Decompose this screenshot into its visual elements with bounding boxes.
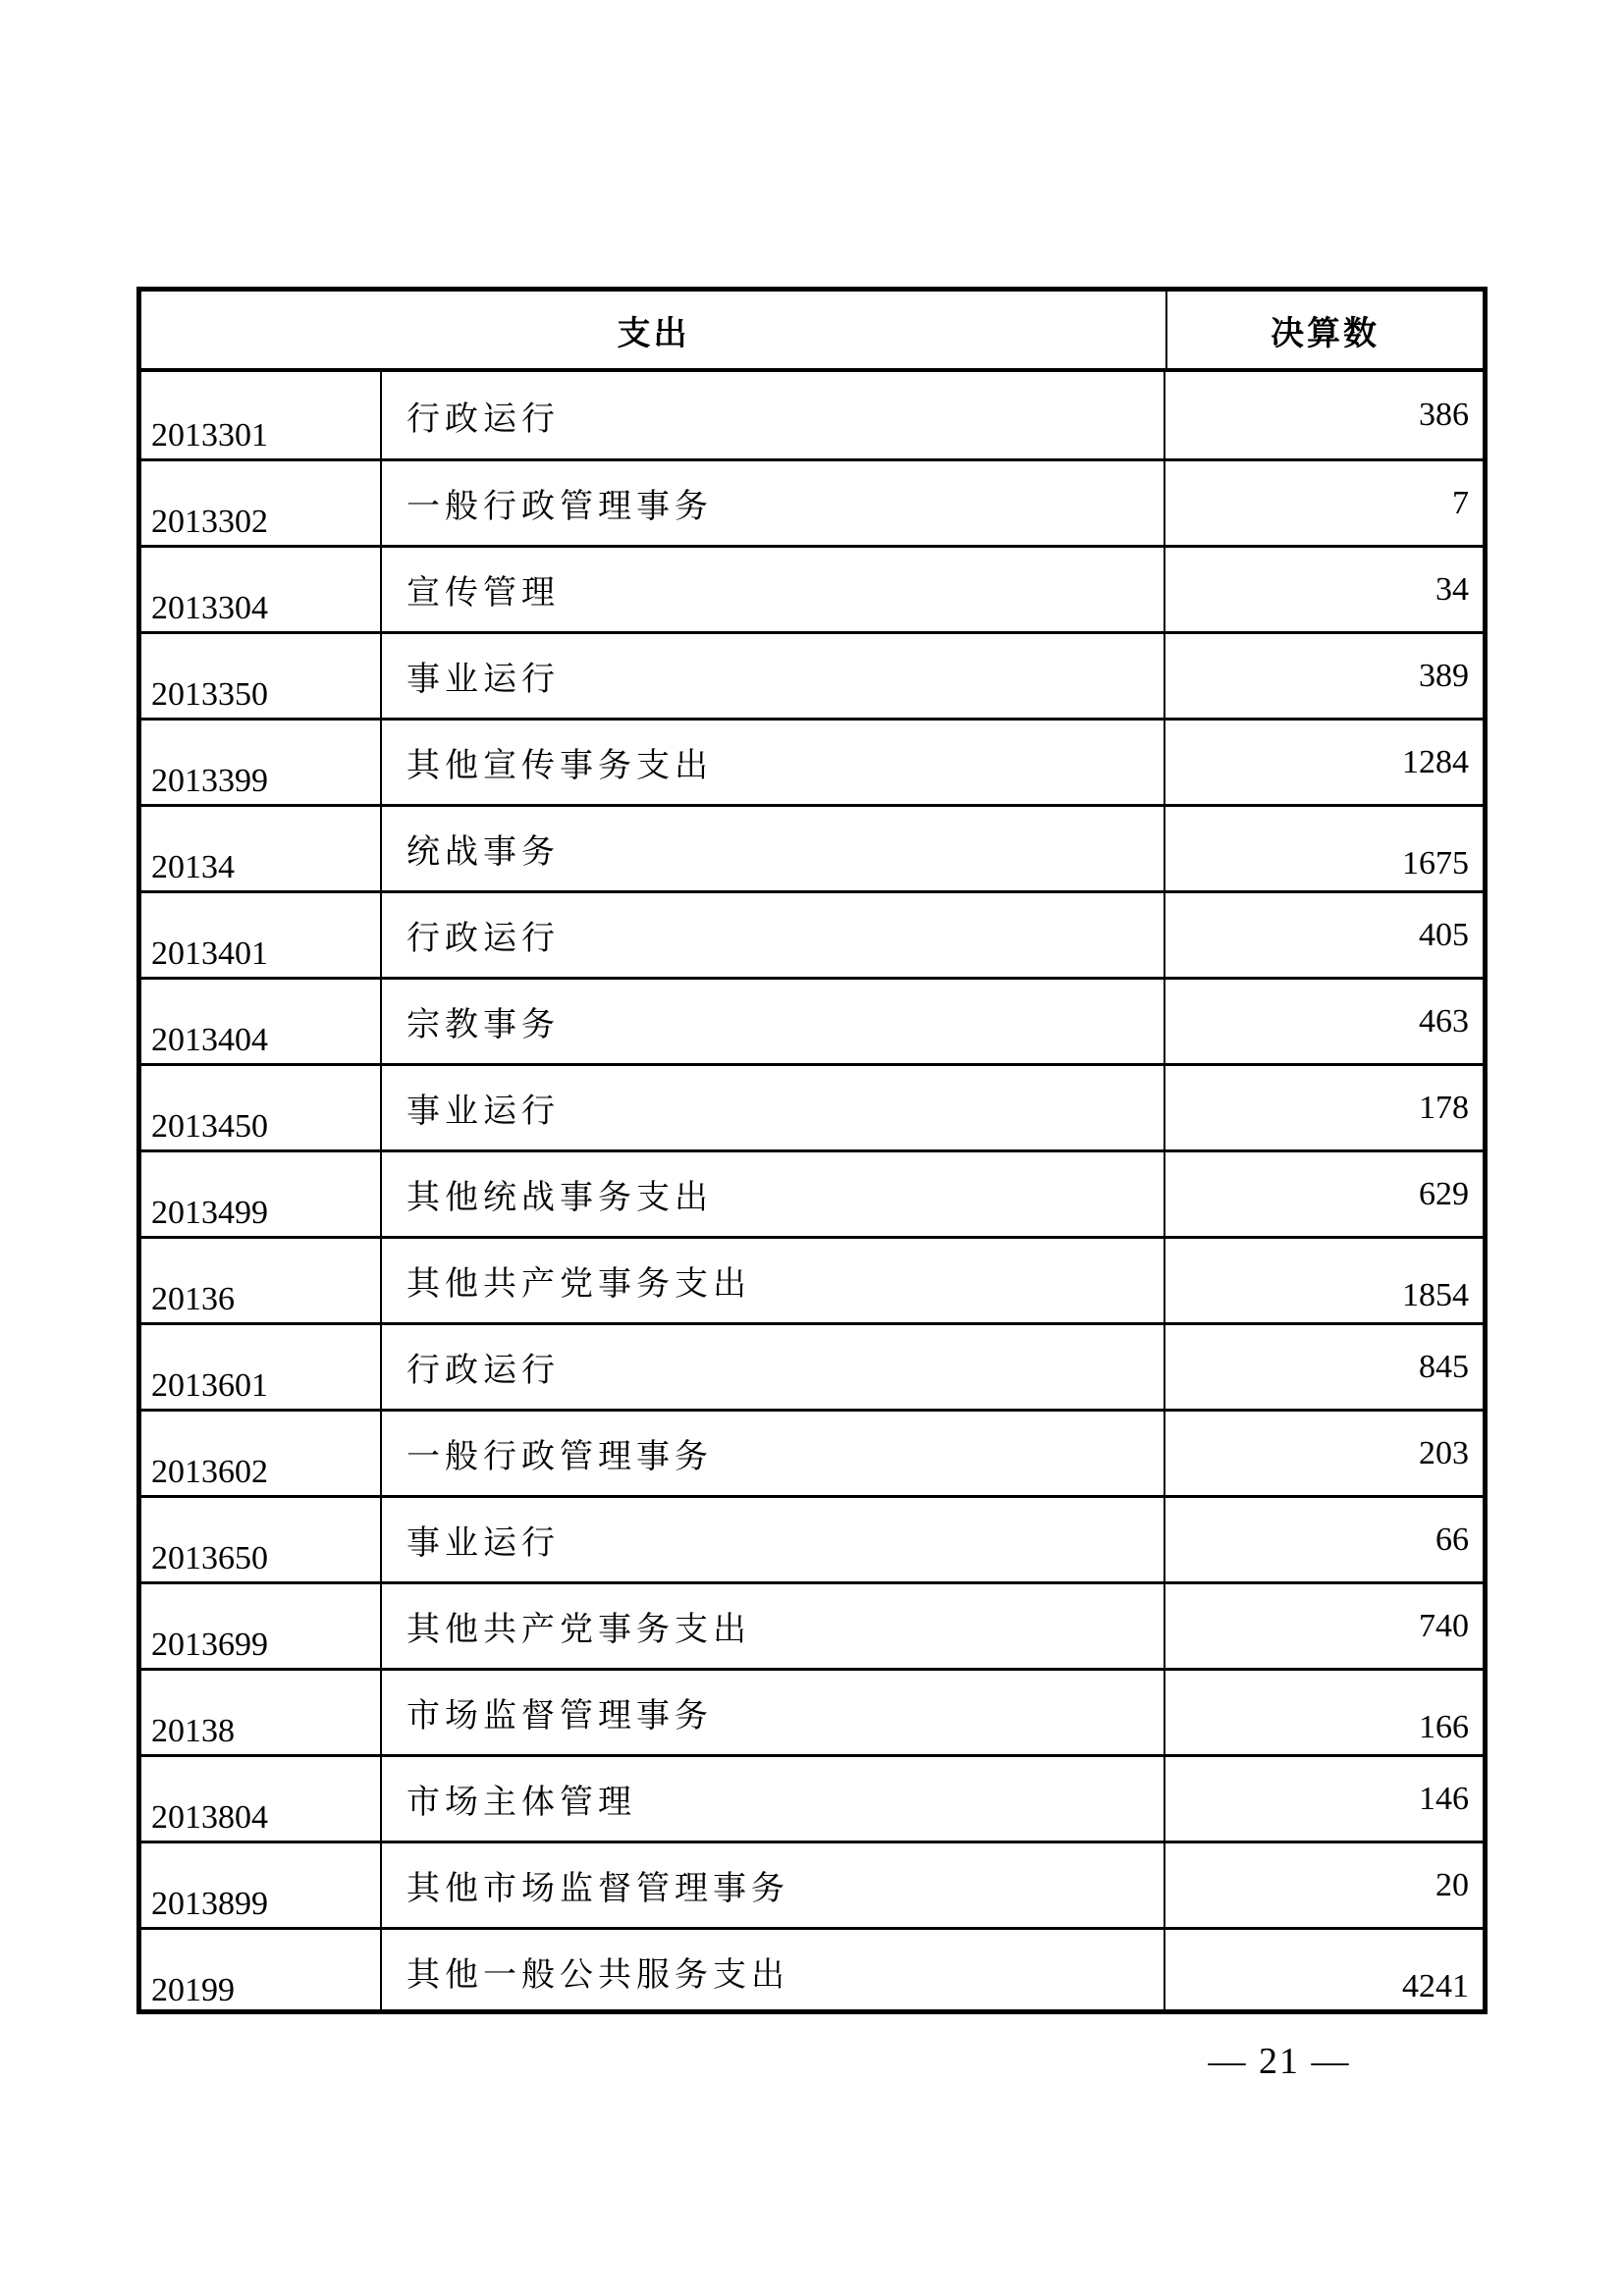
budget-code: 2013899 [151,1886,268,1922]
budget-item-name-cell: 事业运行 [380,634,1164,718]
budget-code-cell [141,1671,380,1754]
table-row [141,1581,1483,1668]
budget-code-cell [141,721,380,804]
budget-code-cell [141,1584,380,1668]
table-row [141,631,1483,718]
budget-item-name-cell: 宣传管理 [380,548,1164,631]
budget-item-name-cell: 行政运行 [380,893,1164,977]
final-amount-cell: 146 [1164,1757,1483,1841]
budget-code: 2013450 [151,1108,268,1145]
final-amount-cell: 203 [1164,1412,1483,1495]
table-body [141,372,1483,2013]
final-amount-cell: 166 [1164,1671,1483,1754]
budget-code: 2013650 [151,1540,268,1576]
budget-item-name-cell: 一般行政管理事务 [380,461,1164,545]
table-row [141,1409,1483,1495]
final-amount-cell: 178 [1164,1066,1483,1149]
budget-code: 2013350 [151,676,268,713]
budget-code: 2013699 [151,1627,268,1663]
final-amount-cell: 4241 [1164,1930,1483,2013]
budget-code-cell [141,1325,380,1409]
final-amount-cell: 1675 [1164,807,1483,890]
budget-code: 2013499 [151,1195,268,1231]
table-row [141,1495,1483,1581]
table-row [141,1236,1483,1322]
table-row [141,718,1483,804]
budget-item-name-cell: 其他统战事务支出 [380,1152,1164,1236]
final-amount-column-header: 决算数 [1165,292,1483,368]
budget-item-name-cell: 其他共产党事务支出 [380,1239,1164,1322]
budget-code-cell [141,1498,380,1581]
table-row [141,1149,1483,1236]
budget-code: 2013304 [151,590,268,626]
budget-item-name-cell: 一般行政管理事务 [380,1412,1164,1495]
budget-code-cell [141,893,380,977]
final-amount-cell: 740 [1164,1584,1483,1668]
budget-code-cell [141,372,380,458]
expenditure-table [136,287,1488,2014]
budget-code: 2013399 [151,763,268,799]
budget-item-name-cell: 市场主体管理 [380,1757,1164,1841]
budget-code-cell [141,1066,380,1149]
budget-code-cell [141,807,380,890]
final-amount-cell: 34 [1164,548,1483,631]
budget-code-cell [141,1757,380,1841]
budget-item-name-cell: 统战事务 [380,807,1164,890]
budget-code: 2013302 [151,504,268,540]
table-header-row [141,292,1483,372]
table-row [141,804,1483,890]
final-amount-cell: 66 [1164,1498,1483,1581]
budget-code-cell [141,1843,380,1927]
budget-code-cell [141,634,380,718]
table-row [141,1927,1483,2013]
budget-item-name-cell: 行政运行 [380,372,1164,458]
final-amount-cell: 405 [1164,893,1483,977]
budget-code: 2013601 [151,1367,268,1404]
budget-code: 2013404 [151,1022,268,1058]
final-amount-cell: 386 [1164,372,1483,458]
final-amount-cell: 1854 [1164,1239,1483,1322]
table-row [141,1668,1483,1754]
budget-code-cell [141,1930,380,2013]
budget-code: 20136 [151,1281,235,1317]
budget-code-cell [141,1412,380,1495]
table-row [141,1322,1483,1409]
budget-item-name-cell: 宗教事务 [380,980,1164,1063]
table-row [141,1841,1483,1927]
table-row [141,545,1483,631]
budget-code: 2013602 [151,1454,268,1490]
budget-item-name-cell: 市场监督管理事务 [380,1671,1164,1754]
budget-item-name-cell: 事业运行 [380,1498,1164,1581]
final-amount-cell: 389 [1164,634,1483,718]
budget-code-cell [141,980,380,1063]
table-row [141,372,1483,458]
table-row [141,1063,1483,1149]
budget-item-name-cell: 行政运行 [380,1325,1164,1409]
final-amount-cell: 845 [1164,1325,1483,1409]
final-amount-cell: 629 [1164,1152,1483,1236]
budget-code: 20138 [151,1713,235,1749]
budget-item-name-cell: 其他共产党事务支出 [380,1584,1164,1668]
budget-code-cell [141,548,380,631]
budget-item-name-cell: 其他宣传事务支出 [380,721,1164,804]
expense-column-header: 支出 [617,314,690,352]
table-row [141,458,1483,545]
final-amount-cell: 7 [1164,461,1483,545]
budget-item-name-cell: 事业运行 [380,1066,1164,1149]
budget-code-cell [141,1152,380,1236]
budget-code: 20199 [151,1972,235,2008]
final-amount-cell: 20 [1164,1843,1483,1927]
budget-code: 2013401 [151,935,268,972]
table-row [141,1754,1483,1841]
final-amount-cell: 463 [1164,980,1483,1063]
budget-code: 20134 [151,849,235,885]
budget-item-name-cell: 其他市场监督管理事务 [380,1843,1164,1927]
table-row [141,977,1483,1063]
budget-code: 2013301 [151,417,268,454]
page-number: — 21 — [1208,2041,1351,2082]
budget-code-cell [141,461,380,545]
final-amount-cell: 1284 [1164,721,1483,804]
budget-code-cell [141,1239,380,1322]
table-row [141,890,1483,977]
budget-item-name-cell: 其他一般公共服务支出 [380,1930,1164,2013]
budget-code: 2013804 [151,1799,268,1836]
